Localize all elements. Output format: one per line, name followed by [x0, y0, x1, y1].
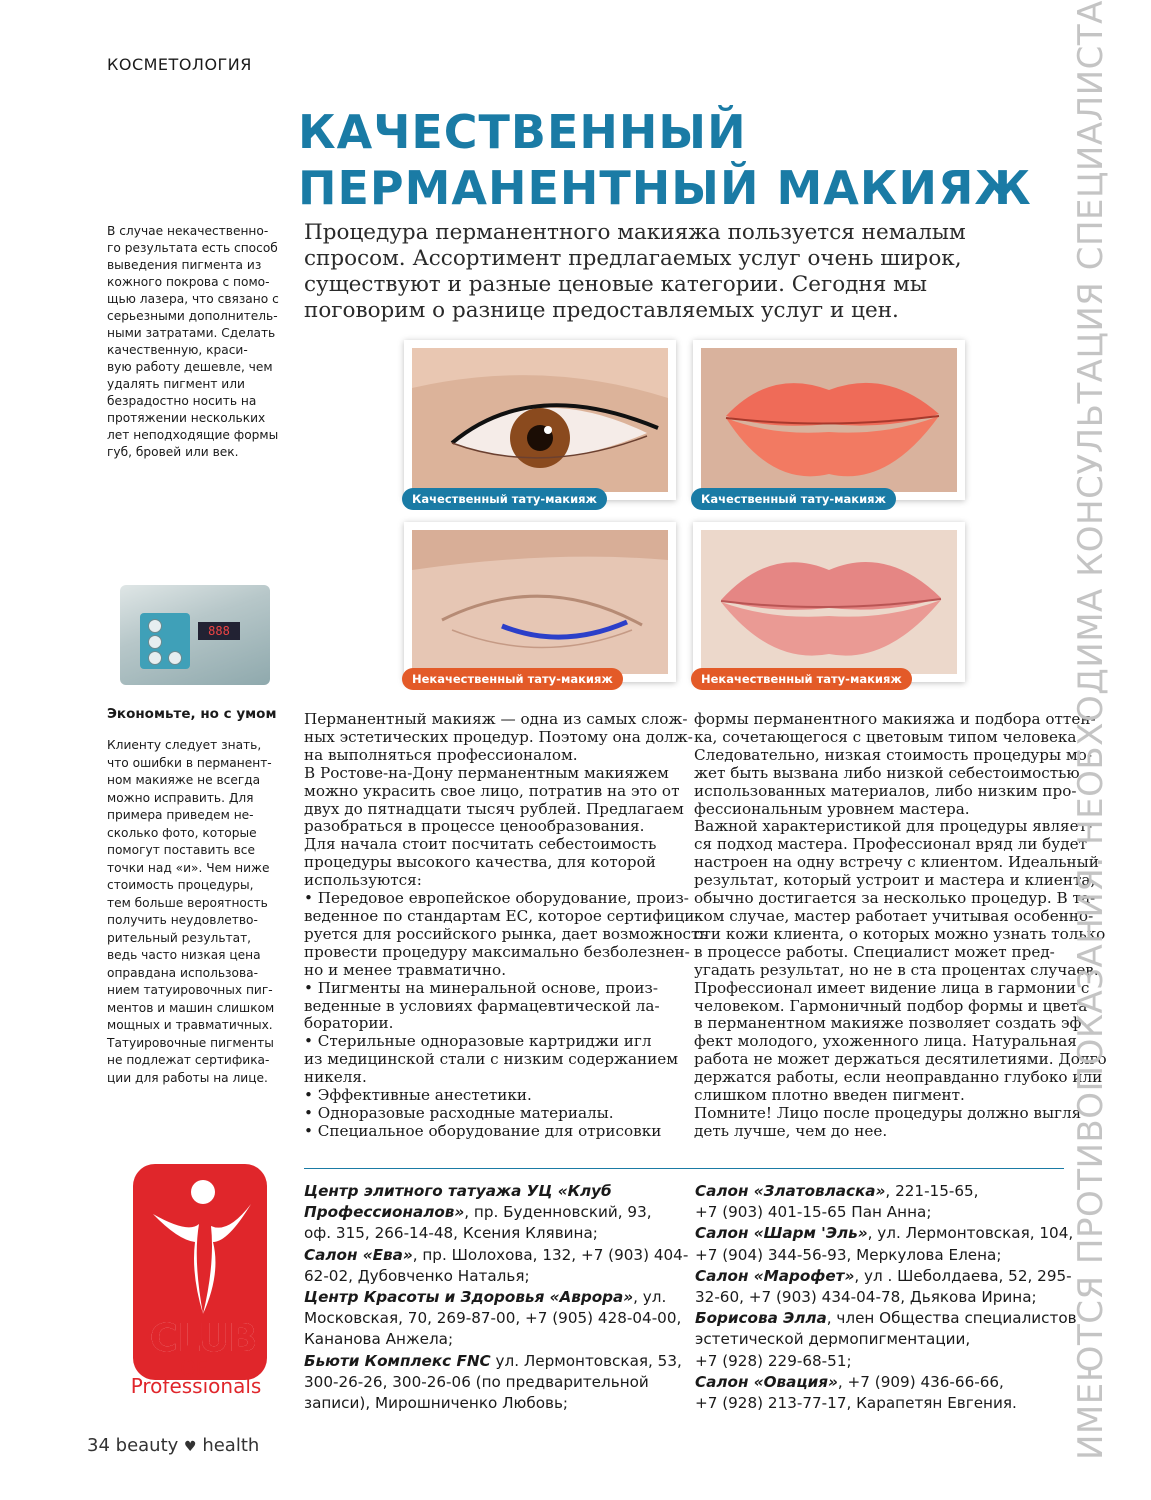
body-line: В Ростове-на-Дону перманентным макияжем — [304, 763, 669, 782]
contact-text: 32-60, +7 (903) 434-04-78, Дьякова Ирина; — [695, 1288, 1037, 1307]
lead-line: спросом. Ассортимент предлагаемых услуг очень широк, — [304, 246, 962, 271]
sidebar-line: что ошибки в перманент- — [107, 755, 272, 770]
figure-logo-icon — [133, 1164, 267, 1324]
body-column-right — [694, 710, 1107, 1141]
sidebar-line: ведь часто низкая цена — [107, 948, 261, 962]
title-line: ПЕРМАНЕНТНЫЙ МАКИЯЖ — [298, 161, 1032, 215]
contact-text: , пр. Шолохова, 132, +7 (903) 404- — [412, 1245, 689, 1264]
vertical-disclaimer: ИМЕЮТСЯ ПРОТИВОПОКАЗАНИЯ. НЕОБХОДИМА КОНСУЛЬТАЦИЯ СПЕЦИАЛИСТА — [1071, 0, 1111, 1460]
contact-line — [304, 1329, 688, 1350]
logo-professionals-text: Professionals — [130, 1374, 262, 1398]
eye-photo-canvas — [412, 348, 668, 492]
eye-illustration — [412, 348, 668, 492]
contact-line — [695, 1393, 1077, 1414]
sidebar-line: получить неудовлетво- — [107, 913, 258, 927]
body-line: процедуры высокого качества, для которой — [304, 853, 656, 872]
sidebar-line: Клиенту следует знать, — [107, 738, 262, 752]
sidebar-line: тем больше вероятность — [107, 895, 268, 910]
device-panel — [140, 613, 190, 669]
lips-illustration — [701, 348, 957, 492]
contact-name: Салон «Ева» — [304, 1245, 413, 1264]
contact-line — [304, 1372, 688, 1393]
contact-text: 300-26-26, 300-26-06 (по предварительной — [304, 1372, 649, 1391]
sidebar-line: точки над «и». Чем ниже — [107, 860, 270, 875]
sidebar-body — [107, 737, 287, 1087]
body-line: фессиональным уровнем мастера. — [694, 799, 970, 818]
body-line: разобраться в процессе ценообразования. — [304, 817, 645, 836]
body-line: провести процедуру максимально безболезнен- — [304, 942, 690, 961]
contact-text: Московская, 70, 269-87-00, +7 (905) 428-04-00, — [304, 1309, 682, 1328]
body-column-left — [304, 710, 708, 1141]
contact-line — [695, 1351, 1077, 1372]
lead-line: Процедура перманентного макияжа пользуется немалым — [304, 220, 966, 245]
side-note-line: лет неподходящие формы — [107, 428, 279, 442]
sidebar-line: помогут поставить все — [107, 843, 255, 857]
sidebar-line: ментов и машин слишком — [107, 1000, 275, 1015]
sidebar-line: можно исправить. Для — [107, 790, 254, 805]
body-line: • Передовое европейское оборудование, произ- — [304, 889, 689, 908]
contact-name: Салон «Златовласка» — [695, 1182, 886, 1200]
sidebar-heading: Экономьте, но с умом — [107, 706, 277, 722]
body-line: из медицинской стали с низким содержанием — [304, 1050, 679, 1069]
side-note-line: В случае некачественно- — [107, 224, 269, 238]
contact-text: эстетической дермопигментации, — [695, 1330, 971, 1349]
body-line: слишком плотно введен пигмент. — [694, 1086, 965, 1105]
contact-line — [304, 1223, 688, 1244]
body-line: сти кожи клиента, о которых можно узнать только — [694, 924, 1106, 943]
device-knob — [148, 651, 162, 665]
contact-text: ул. Лермонтовская, 53, — [490, 1351, 682, 1370]
body-line: использованных материалов, либо низким про- — [694, 781, 1077, 800]
body-line: веденное по стандартам ЕС, которое сертифици- — [304, 906, 700, 925]
sidebar-line: Татуировочные пигменты — [107, 1035, 274, 1050]
body-line: • Одноразовые расходные материалы. — [304, 1103, 614, 1122]
contact-line — [304, 1181, 688, 1202]
heart-icon: ♥ — [184, 1439, 197, 1455]
device-display: 888 — [198, 622, 240, 640]
sidebar-line: ном макияже не всегда — [107, 773, 261, 787]
contact-name: Салон «Марофет» — [695, 1266, 855, 1285]
footer-brand-left: beauty — [115, 1435, 179, 1456]
lips-illustration — [701, 530, 957, 674]
contact-text: , ул. Лермонтовская, 104, — [867, 1224, 1074, 1243]
contact-name: Салон «Шарм 'Эль» — [695, 1224, 868, 1243]
body-line: руется для российского рынка, дает возможность — [304, 924, 708, 943]
side-note-line: вую работу дешевле, чем — [107, 360, 273, 374]
body-line: настроен на одну встречу с клиентом. Идеальный — [694, 853, 1099, 872]
contact-line — [304, 1202, 688, 1223]
side-note-line: ными затратами. Сделать — [107, 326, 276, 340]
eye-photo-canvas — [412, 530, 668, 674]
sidebar-line: оправдана использова- — [107, 965, 259, 980]
side-note-line: безрадостно носить на — [107, 394, 257, 408]
sidebar-line: нием татуировочных пиг- — [107, 983, 273, 997]
title-line: КАЧЕСТВЕННЫЙ — [298, 105, 747, 159]
contact-name: Борисова Элла — [695, 1309, 827, 1328]
photo-bad-lips — [693, 522, 965, 686]
sidebar-line: ции для работы на лице. — [107, 1070, 268, 1085]
contact-text: , ул. — [633, 1288, 667, 1307]
photo-label: Некачественный тату-макияж — [691, 668, 912, 690]
body-line: ка, сочетающегося с цветовым типом человека. — [694, 727, 1082, 746]
contact-text: , 221-15-65, — [885, 1182, 979, 1200]
body-line: • Эффективные анестетики. — [304, 1086, 532, 1105]
side-note-line: губ, бровей или век. — [107, 445, 239, 459]
body-line: угадать результат, но не в ста процентах случаев. — [694, 960, 1099, 979]
body-line: боратории. — [304, 1014, 394, 1033]
contact-name: Центр элитного татуажа УЦ «Клуб — [304, 1182, 612, 1200]
contact-line — [695, 1372, 1077, 1393]
body-line: человеком. Гармоничный подбор формы и цвета — [694, 996, 1088, 1015]
side-note-line: кожного покрова с помо- — [107, 275, 270, 289]
body-line: ных эстетических процедур. Поэтому она долж- — [304, 727, 693, 746]
section-label: КОСМЕТОЛОГИЯ — [107, 55, 252, 74]
photo-good-eye — [404, 340, 676, 506]
body-line: ком случае, мастер работает учитывая особенно- — [694, 906, 1094, 925]
contact-line — [304, 1266, 688, 1287]
sidebar-line: стоимость процедуры, — [107, 878, 254, 892]
contact-text: , +7 (909) 436-66-66, — [837, 1372, 1004, 1391]
page-number: 34 — [87, 1435, 110, 1456]
lead-line: поговорим о разнице предоставляемых услуг и цен. — [304, 298, 899, 323]
body-line: работа не может держаться десятилетиями. Долго — [694, 1050, 1107, 1069]
contact-text: +7 (928) 213-77-17, Карапетян Евгения. — [695, 1394, 1017, 1413]
contact-line — [695, 1223, 1077, 1244]
lips-photo-canvas — [701, 348, 957, 492]
body-line: Для начала стоит посчитать себестоимость — [304, 835, 657, 854]
contact-text: записи), Мирошниченко Любовь; — [304, 1394, 569, 1413]
contact-text: Кананова Анжела; — [304, 1330, 454, 1349]
photo-bad-eye — [404, 522, 676, 686]
body-line: формы перманентного макияжа и подбора оттен- — [694, 710, 1096, 728]
photo-label: Качественный тату-макияж — [691, 488, 896, 510]
contact-line — [695, 1266, 1077, 1287]
body-line: Важной характеристикой для процедуры являет- — [694, 817, 1093, 836]
contact-line — [695, 1329, 1077, 1350]
body-line: жет быть вызвана либо низкой себестоимостью — [694, 763, 1080, 782]
side-note-line: выведения пигмента из — [107, 258, 262, 272]
body-line: Помните! Лицо после процедуры должно выгля- — [694, 1103, 1087, 1122]
body-line: двух до пятнадцати тысяч рублей. Предлагаем — [304, 799, 684, 818]
body-line: результат, который устроит и мастера и клиента, — [694, 871, 1096, 890]
side-note-line: щью лазера, что связано с — [107, 292, 279, 306]
body-line: Следовательно, низкая стоимость процедуры мо- — [694, 745, 1092, 764]
contact-line — [695, 1308, 1077, 1329]
logo-club-text: CLUB — [149, 1316, 257, 1360]
contacts-left — [304, 1181, 688, 1414]
photo-label: Некачественный тату-макияж — [402, 668, 623, 690]
article-title — [298, 104, 1088, 216]
body-line: • Стерильные одноразовые картриджи игл — [304, 1032, 652, 1051]
sidebar-line: сколько фото, которые — [107, 825, 257, 840]
body-line: можно украсить свое лицо, потратив на это от — [304, 781, 680, 800]
contact-text: , член Общества специалистов — [826, 1309, 1077, 1328]
contact-line — [304, 1393, 688, 1414]
contact-name: Бьюти Комплекс FNC — [304, 1351, 491, 1370]
body-line: в перманентном макияже позволяет создать эф- — [694, 1014, 1087, 1033]
side-note — [107, 223, 287, 461]
contact-text: +7 (904) 344-56-93, Меркулова Елена; — [695, 1245, 1002, 1264]
contacts-right — [695, 1181, 1077, 1414]
sidebar-line: примера приведем не- — [107, 808, 254, 822]
side-note-line: удалять пигмент или — [107, 377, 245, 391]
device-knob — [168, 651, 182, 665]
page-footer — [87, 1435, 259, 1456]
contact-line — [695, 1202, 1077, 1223]
body-line: никеля. — [304, 1068, 367, 1087]
eye-illustration — [412, 530, 668, 674]
logo-of-text: OF — [180, 1356, 208, 1380]
contact-text: +7 (903) 401-15-65 Пан Анна; — [695, 1203, 932, 1222]
photo-label: Качественный тату-макияж — [402, 488, 607, 510]
body-line: в процессе работы. Специалист может пред- — [694, 942, 1055, 961]
contact-text: , ул . Шеболдаева, 52, 295- — [854, 1266, 1072, 1285]
side-note-line: серьезными дополнитель- — [107, 309, 278, 323]
sidebar-line: мощных и травматичных. — [107, 1018, 273, 1032]
body-line: Перманентный макияж — одна из самых слож- — [304, 710, 688, 728]
contact-text: +7 (928) 229-68-51; — [695, 1351, 852, 1370]
body-line: держатся работы, если неоправданно глубоко или — [694, 1068, 1103, 1087]
side-note-line: го результата есть способ — [107, 241, 278, 255]
photo-good-lips — [693, 340, 965, 506]
lips-photo-canvas — [701, 530, 957, 674]
contact-line — [304, 1308, 688, 1329]
body-line: обычно достигается за несколько процедур. В та- — [694, 889, 1096, 908]
contact-line — [304, 1287, 688, 1308]
body-line: на выполняться профессионалом. — [304, 745, 578, 764]
contacts-divider — [304, 1168, 1064, 1169]
contact-line — [695, 1245, 1077, 1266]
body-line: • Пигменты на минеральной основе, произ- — [304, 978, 658, 997]
contact-name: Центр Красоты и Здоровья «Аврора» — [304, 1288, 634, 1307]
contact-text: оф. 315, 266-14-48, Ксения Клявина; — [304, 1224, 598, 1243]
contact-name: Салон «Овация» — [695, 1372, 838, 1391]
side-note-line: протяжении нескольких — [107, 411, 266, 425]
side-note-line: качественную, краси- — [107, 343, 248, 357]
sidebar-line: рительный результат, — [107, 930, 252, 945]
contact-text: , пр. Буденновский, 93, — [464, 1203, 652, 1222]
body-line: веденные в условиях фармацевтической ла- — [304, 996, 660, 1015]
body-line: но и менее травматично. — [304, 960, 507, 979]
contact-line — [304, 1245, 688, 1266]
device-knob — [148, 619, 162, 633]
footer-brand-right: health — [202, 1435, 260, 1456]
body-line: ся подход мастера. Профессионал вряд ли будет — [694, 835, 1087, 854]
body-line: используются: — [304, 871, 422, 890]
body-line: Профессионал имеет видение лица в гармонии с — [694, 978, 1090, 997]
device-knob — [148, 635, 162, 649]
contact-line — [695, 1287, 1077, 1308]
contact-name: Профессионалов» — [304, 1203, 465, 1222]
body-line: деть лучше, чем до нее. — [694, 1121, 888, 1140]
contact-text: 62-02, Дубовченко Наталья; — [304, 1266, 530, 1285]
body-line: фект молодого, ухоженного лица. Натуральная — [694, 1032, 1077, 1051]
contact-line — [304, 1351, 688, 1372]
sidebar-line: не подлежат сертифика- — [107, 1053, 270, 1067]
lead-line: существуют и разные ценовые категории. Сегодня мы — [304, 272, 927, 297]
lead-paragraph — [304, 220, 1074, 324]
body-line: • Специальное оборудование для отрисовки — [304, 1121, 662, 1140]
pmu-device-image — [120, 585, 270, 685]
contact-line — [695, 1181, 1077, 1202]
